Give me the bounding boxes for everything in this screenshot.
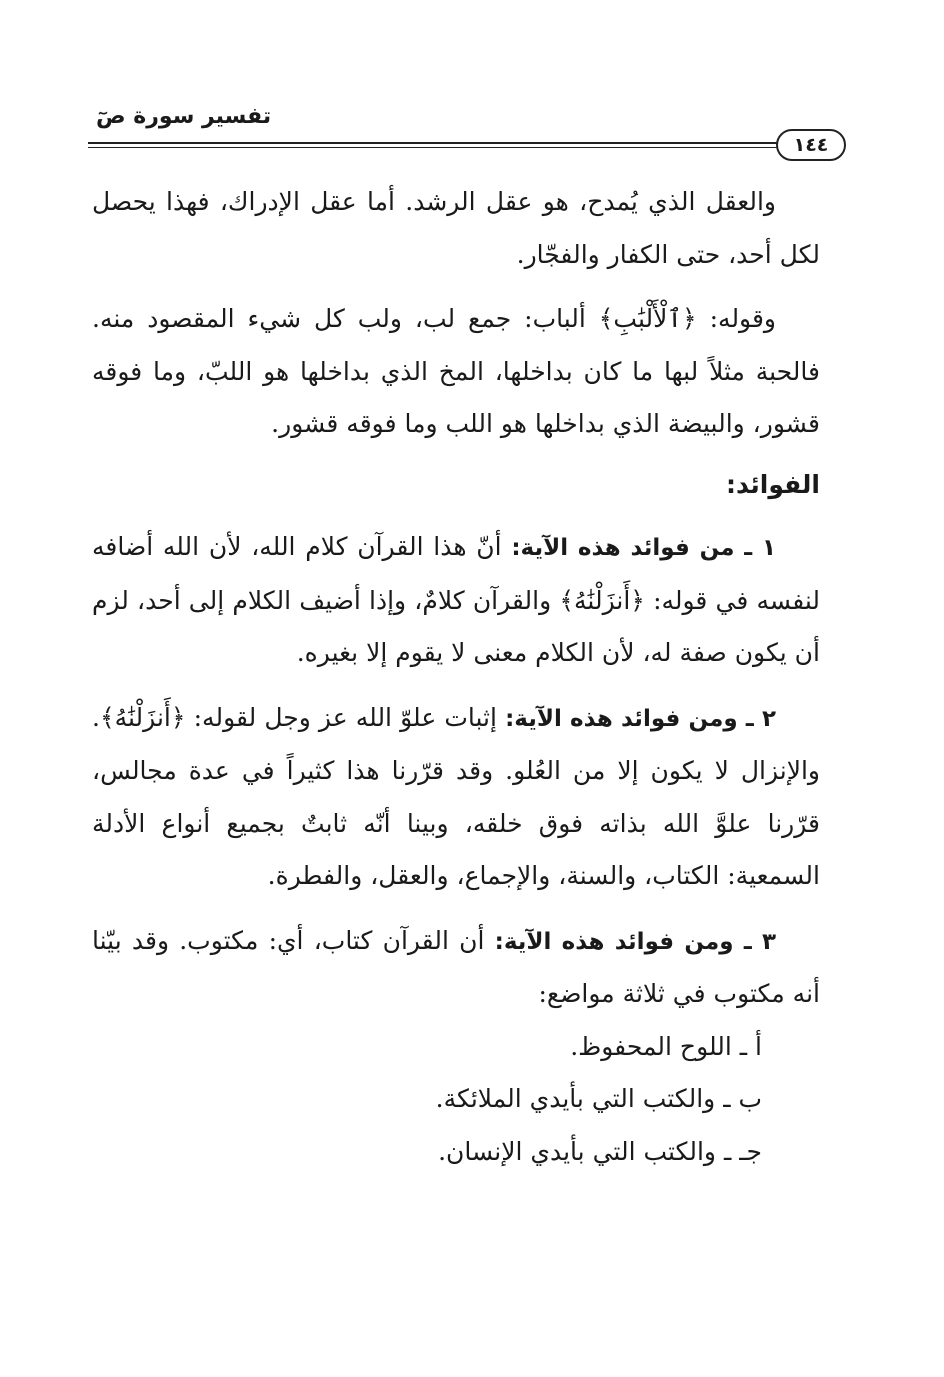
header-rule-thin [88,147,778,148]
places-list [92,1021,820,1179]
benefit-2-lead: ٢ ـ ومن فوائد هذه الآية: [505,705,776,732]
paragraph-albab: وقوله: ﴿ٱلْأَلْبَٰبِ﴾ ألباب: جمع لب، ولب كل شيء المقصود منه. فالحبة مثلاً لبها ما كان بداخلها، المخ الذي بداخلها هو اللبّ، وما فوقه قشور، والبيضة الذي بداخلها هو اللب وما فوقه قشور. [92,304,820,438]
running-title: تفسير سورة صٓ [96,104,272,129]
benefit-1-lead: ١ ـ من فوائد هذه الآية: [511,535,776,561]
benefit-3-text: أن القرآن كتاب، أي: مكتوب. وقد بيّنا أنه مكتوب في ثلاثة مواضع: [92,925,820,1008]
benefit-3-lead: ٣ ـ ومن فوائد هذه الآية: [494,928,776,955]
page-body [92,176,820,1178]
benefit-2 [92,692,820,903]
section-heading-benefits: الفوائد: [725,469,820,499]
benefit-1 [92,521,820,680]
list-item: أ ـ اللوح المحفوظ. [570,1031,762,1061]
list-item: ب ـ والكتب التي بأيدي الملائكة. [435,1084,762,1113]
list-item: جـ ـ والكتب التي بأيدي الإنسان. [438,1136,762,1166]
benefit-3 [92,915,820,1021]
paragraph-reason: والعقل الذي يُمدح، هو عقل الرشد. أما عقل الإدراك، فهذا يحصل لكل أحد، حتى الكفار والفجّار. [92,187,820,269]
header-rule [88,142,778,144]
page-number: ١٤٤ [776,129,846,161]
running-header [88,96,848,166]
benefit-2-text: إثبات علوّ الله عز وجل لقوله: ﴿أَنزَلْنَٰهُ﴾. والإنزال لا يكون إلا من العُلو. وقد قرّرنا هذا كثيراً في عدة مجالس، قرّرنا علوَّ الله بذاته فوق خلقه، وبينا أنّه ثابتٌ بجميع أنواع الأدلة السمعية: الكتاب، والسنة، والإجماع، والعقل، والفطرة. [92,702,820,890]
benefit-1-text: أنّ هذا القرآن كلام الله، لأن الله أضافه لنفسه في قوله: ﴿أَنزَلْنَٰهُ﴾ والقرآن كلامٌ، وإذا أضيف الكلام إلى أحد، لزم أن يكون صفة له، لأن الكلام معنى لا يقوم إلا بغيره. [92,532,820,667]
